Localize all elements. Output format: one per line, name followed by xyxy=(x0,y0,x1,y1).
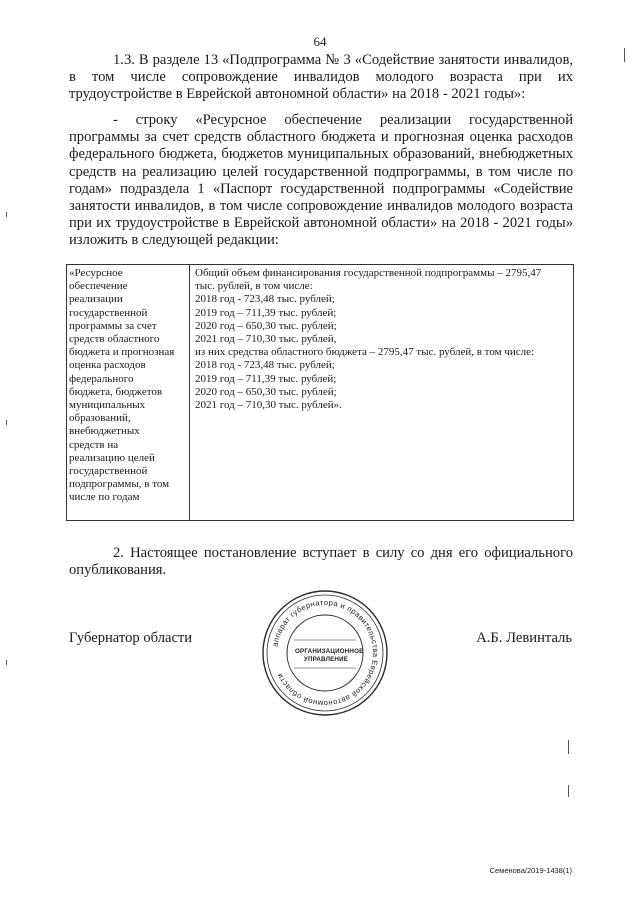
left-cell-line: реализации xyxy=(69,293,123,306)
right-cell-line: 2021 год – 710,30 тыс. рублей, xyxy=(195,333,337,346)
table-right-cell xyxy=(190,265,574,521)
scan-mark xyxy=(6,420,7,425)
left-cell-line: подпрограммы, в том xyxy=(69,478,170,491)
scan-mark xyxy=(568,740,569,754)
paragraph-effective-date: 2. Настоящее постановление вступает в силу со дня его официального опубликования. xyxy=(69,545,573,579)
seal-ring-text: аппарат губернатора и правительства Еврейской автономной области xyxy=(270,597,381,709)
left-cell-line: «Ресурсное xyxy=(69,267,123,279)
signature-role: Губернатор области xyxy=(69,630,193,646)
right-cell-line: 2019 год – 711,39 тыс. рублей; xyxy=(195,372,337,385)
left-cell-line: образований, xyxy=(69,412,131,425)
right-cell-line: Общий объем финансирования государственной подпрограммы – 2795,47 xyxy=(195,267,542,279)
right-cell-line: 2020 год – 650,30 тыс. рублей; xyxy=(195,319,337,332)
scan-mark xyxy=(568,785,569,797)
left-cell-line: государственной xyxy=(69,465,148,478)
signature-name: А.Б. Левинталь xyxy=(476,630,572,646)
funding-table xyxy=(66,264,574,521)
paragraph-line-edit: - строку «Ресурсное обеспечение реализации государственной программы за счет средств областного бюджета и прогнозная оценка расходов федерального бюджета, бюджетов муниципальных образований, внебюджетных средств на реализацию целей государственной подпрограммы, в том числе по годам» подраздела 1 «Паспорт государственной подпрограммы «Содействие занятости инвалидов, в том числе сопровождение инвалидов молодого возраста при их трудоустройстве в Еврейской автономной области» на 2018 - 2021 годы» изложить в следующей редакции: xyxy=(69,112,573,249)
scan-mark xyxy=(6,660,7,665)
right-cell-line: 2020 год – 650,30 тыс. рублей; xyxy=(195,385,337,398)
seal-center-line: ОРГАНИЗАЦИОННОЕ xyxy=(295,648,364,655)
right-cell-line: из них средства областного бюджета – 2795,47 тыс. рублей, в том числе: xyxy=(195,346,535,359)
seal-center-line: УПРАВЛЕНИЕ xyxy=(303,656,349,663)
left-cell-line: реализацию целей xyxy=(69,451,155,464)
right-cell-line: 2018 год - 723,48 тыс. рублей; xyxy=(195,359,335,372)
table-row xyxy=(67,265,574,521)
seal-center-text xyxy=(295,648,364,664)
left-cell-line: бюджета, бюджетов xyxy=(69,385,163,398)
left-cell-line: обеспечение xyxy=(69,280,128,293)
page-number: 64 xyxy=(313,34,327,49)
scan-mark xyxy=(6,212,7,217)
left-cell-line: программы за счет xyxy=(69,319,157,332)
left-cell-line: муниципальных xyxy=(69,399,146,412)
left-cell-line: средств на xyxy=(69,438,119,451)
document-footer-code: Семенова/2019-1438(1) xyxy=(489,866,572,875)
right-cell-line: 2019 год – 711,39 тыс. рублей; xyxy=(195,306,337,319)
scan-mark xyxy=(624,48,625,62)
left-cell-line: оценка расходов xyxy=(69,359,146,372)
paragraph-section-13: 1.3. В разделе 13 «Подпрограмма № 3 «Содействие занятости инвалидов, в том числе сопровождение инвалидов молодого возраста при их трудоустройстве в Еврейской автономной области» на 2018 - 2021 годы»: xyxy=(69,52,573,103)
table-left-cell xyxy=(67,265,190,521)
left-cell-line: средств областного xyxy=(69,333,160,346)
right-cell-line: тыс. рублей, в том числе: xyxy=(195,280,313,293)
left-cell-line: федерального xyxy=(69,372,134,385)
left-cell-line: числе по годам xyxy=(69,491,140,504)
left-cell-line: внебюджетных xyxy=(69,425,140,438)
left-cell-line: государственной xyxy=(69,306,148,319)
right-cell-line: 2021 год – 710,30 тыс. рублей». xyxy=(195,399,342,412)
left-cell-line: бюджета и прогнозная xyxy=(69,346,175,359)
right-cell-line: 2018 год - 723,48 тыс. рублей; xyxy=(195,293,335,306)
